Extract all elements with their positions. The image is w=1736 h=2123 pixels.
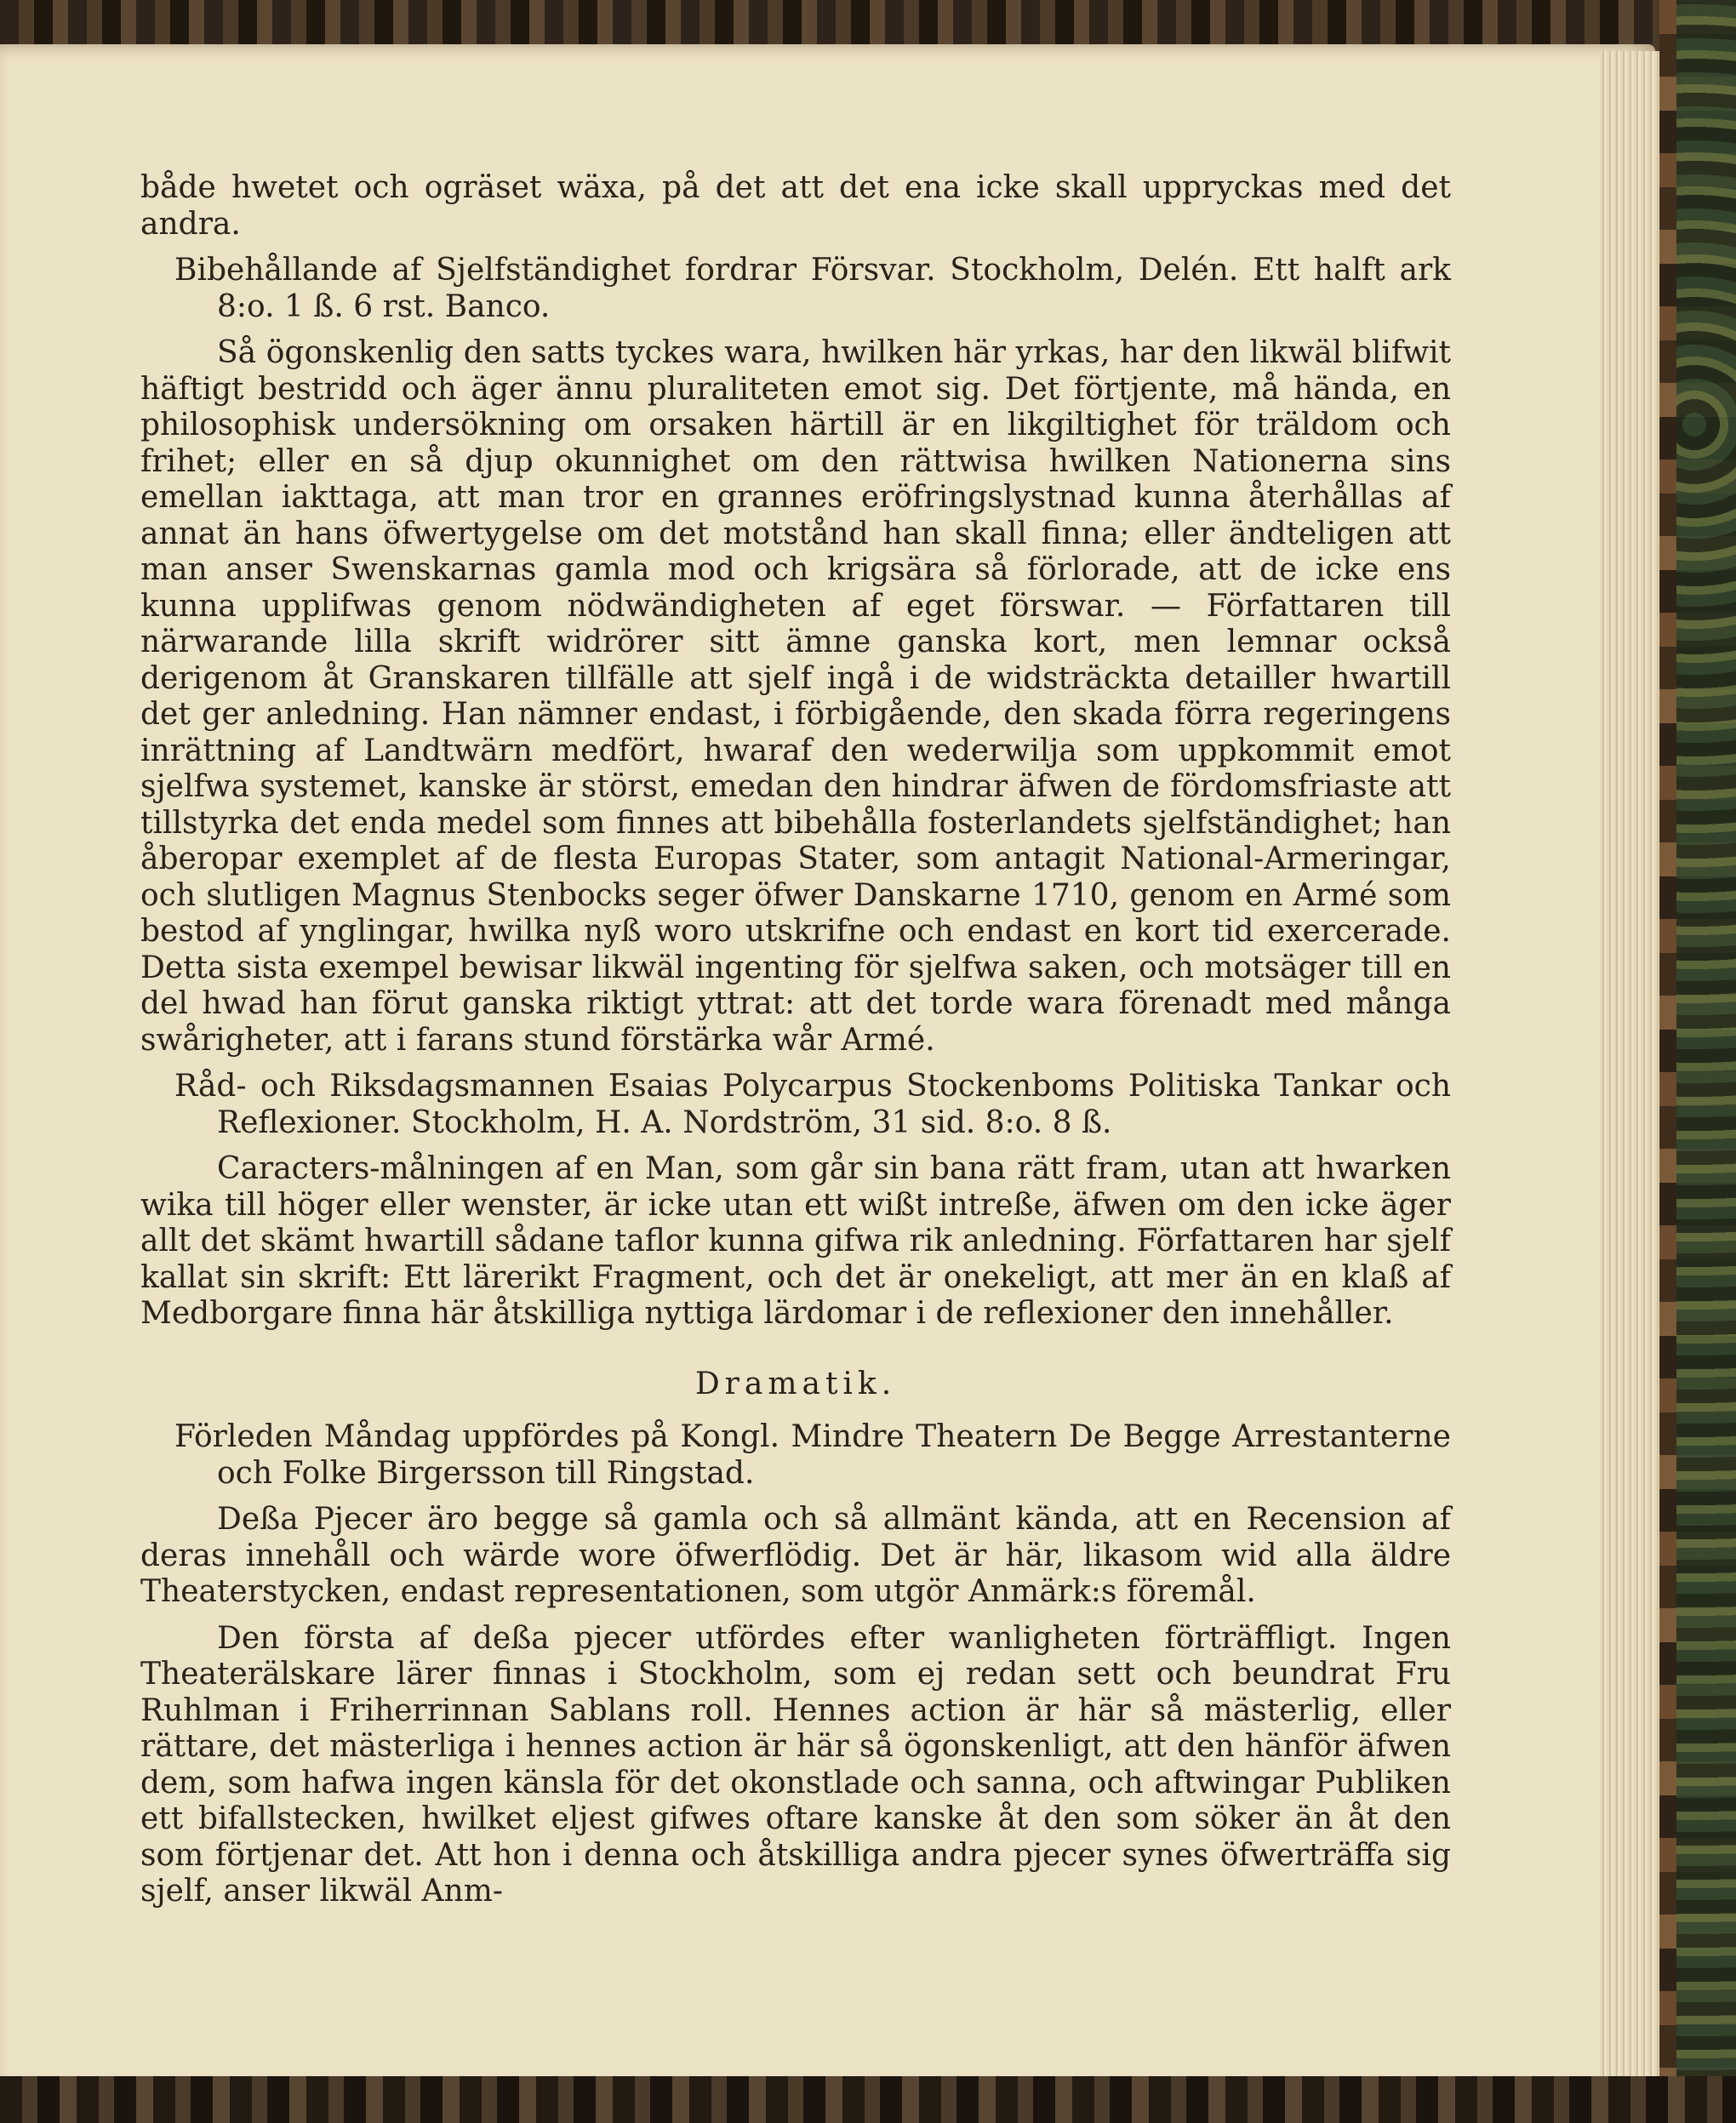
paragraph-continuation: både hwetet och ogräset wäxa, på det att det ena icke skall uppryckas med det andra. — [140, 170, 1451, 242]
marbled-cover-edge — [1659, 0, 1736, 2123]
theatre-body-2: Den första af deßa pjecer utfördes efter wanligheten förträffligt. Ingen Theaterälskare lärer finnas i Stockholm, som ej redan sett och beundrat Fru Ruhlman i Friherrinnan Sablans roll. Hennes action är här så mästerlig, eller rättare, det mästerliga i hennes action är här så ögonskenligt, att den hänför äfwen dem, som hafwa ingen känsla för det okonstlade och sanna, och aftwingar Publiken ett bifallstecken, hwilket eljest gifwes oftare kanske åt den som söker än åt den som förtjenar det. Att hon i denna och åtskilliga andra pjecer synes öfwerträffa sig sjelf, anser likwäl Anm- — [140, 1620, 1451, 1909]
page-edges — [1600, 51, 1659, 2076]
page-text — [140, 170, 1451, 1920]
review-body-forsvar: Så ögonskenlig den satts tyckes wara, hwilken här yrkas, har den likwäl blifwit häftigt bestridd och äger ännu pluraliteten emot sig. Det förtjente, må hända, en philosophisk undersökning om orsaken härtill är en likgiltighet för träldom och frihet; eller en så djup okunnighet om den rättwisa hwilken Nationerna sins emellan iakttaga, att man tror en grannes eröfringslystnad kunna återhållas af annat än hans öfwertygelse om det motstånd han skall finna; eller ändteligen att man anser Swenskarnas gamla mod och krigsära så förlorade, att de icke ens kunna upplifwas genom nödwändigheten af eget förswar. — Författaren till närwarande lilla skrift widrörer sitt ämne ganska kort, men lemnar också derigenom åt Granskaren tillfälle att sjelf ingå i de widsträckta detailler hwartill det ger anledning. Han nämner endast, i förbigående, den skada förra regeringens inrättning af Landtwärn medfört, hwaraf den wederwilja som uppkommit emot sjelfwa systemet, kanske är störst, emedan den hindrar äfwen de fördomsfriaste att tillstyrka det enda medel som finnes att bibehålla fosterlandets sjelfständighet; han åberopar exemplet af de flesta Europas Stater, som antagit National-Armeringar, och slutligen Magnus Stenbocks seger öfwer Danskarne 1710, genom en Armé som bestod af ynglingar, hwilka nyß woro utskrifne och endast en kort tid exercerade. Detta sista exempel bewisar likwäl ingenting för sjelfwa saken, och motsäger till en del hwad han förut ganska riktigt yttrat: att det torde wara förenadt med många swårigheter, att i farans stund förstärka wår Armé. — [140, 335, 1451, 1058]
review-body-stockenbom: Caracters-målningen af en Man, som går sin bana rätt fram, utan att hwarken wika till höger eller wenster, är icke utan ett wißt intreße, äfwen om den icke äger allt det skämt hwartill sådane taflor kunna gifwa rik anledning. Författaren har sjelf kallat sin skrift: Ett lärerikt Fragment, och det är onekeligt, att mer än en klaß af Medborgare finna här åtskilliga nyttiga lärdomar i de reflexioner den innehåller. — [140, 1151, 1451, 1331]
theatre-body-1: Deßa Pjecer äro begge så gamla och så allmänt kända, att en Recension af deras innehåll och wärde wore öfwerflödig. Det är här, likasom wid alla äldre Theaterstycken, endast representationen, som utgör Anmärk:s föremål. — [140, 1502, 1451, 1609]
bottom-binding — [0, 2076, 1736, 2123]
section-heading-dramatik: Dramatik. — [694, 1366, 897, 1401]
review-title-forsvar: Bibehållande af Sjelfständighet fordrar Försvar. Stockholm, Delén. Ett halft ark 8:o. 1 ß. 6 rst. Banco. — [174, 253, 1451, 324]
theatre-title: Förleden Måndag uppfördes på Kongl. Mindre Theatern De Begge Arrestanterne och Folke Birgersson till Ringstad. — [174, 1419, 1451, 1491]
review-title-stockenbom: Råd- och Riksdagsmannen Esaias Polycarpus Stockenboms Politiska Tankar och Reflexioner. Stockholm, H. A. Nordström, 31 sid. 8:o. 8 ß. — [174, 1069, 1451, 1140]
